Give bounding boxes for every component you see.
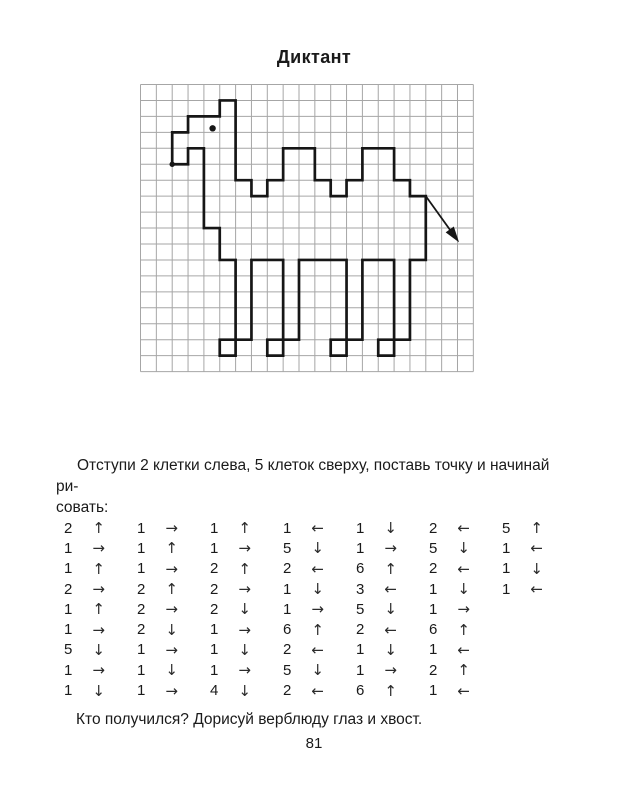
dictation-step xyxy=(502,579,543,599)
dictation-grid-figure xyxy=(136,80,478,376)
dictation-steps-table xyxy=(64,518,543,701)
step-arrow-icon: ↓ xyxy=(238,681,251,700)
step-arrow-icon: ← xyxy=(384,620,397,639)
step-arrow-icon: ← xyxy=(457,640,470,659)
dictation-step xyxy=(502,559,543,579)
dictation-step xyxy=(356,559,397,579)
step-arrow-icon: → xyxy=(238,620,251,639)
step-arrow-icon: ↓ xyxy=(311,580,324,599)
dictation-step xyxy=(64,619,105,639)
dictation-step xyxy=(429,538,470,558)
dictation-step xyxy=(137,538,178,558)
step-count: 2 xyxy=(429,519,438,537)
step-arrow-icon: ↑ xyxy=(384,681,397,700)
step-arrow-icon: ↑ xyxy=(530,519,543,538)
step-count: 2 xyxy=(210,580,219,598)
dictation-step xyxy=(137,599,178,619)
dictation-step xyxy=(429,579,470,599)
step-count: 1 xyxy=(502,580,511,598)
step-arrow-icon: ↓ xyxy=(384,519,397,538)
dictation-column xyxy=(502,518,543,701)
step-count: 4 xyxy=(210,682,219,700)
step-arrow-icon: ↓ xyxy=(92,640,105,659)
dictation-step xyxy=(429,559,470,579)
dictation-step xyxy=(283,538,324,558)
dictation-step xyxy=(64,680,105,700)
step-arrow-icon: → xyxy=(384,539,397,558)
dictation-step xyxy=(429,619,470,639)
dictation-step xyxy=(429,680,470,700)
step-count: 5 xyxy=(64,641,73,659)
dictation-step xyxy=(137,559,178,579)
dictation-step xyxy=(137,579,178,599)
step-count: 5 xyxy=(502,519,511,537)
step-count: 1 xyxy=(210,641,219,659)
step-count: 1 xyxy=(356,539,365,557)
step-count: 2 xyxy=(137,600,146,618)
dictation-step xyxy=(137,640,178,660)
step-arrow-icon: ← xyxy=(530,580,543,599)
step-count: 6 xyxy=(356,560,365,578)
dictation-step xyxy=(429,660,470,680)
camel-eye-dot xyxy=(209,125,215,131)
dictation-step xyxy=(356,518,397,538)
step-arrow-icon: ↑ xyxy=(238,559,251,578)
step-count: 3 xyxy=(356,580,365,598)
dictation-column xyxy=(429,518,470,701)
step-arrow-icon: → xyxy=(238,580,251,599)
step-count: 1 xyxy=(356,641,365,659)
step-arrow-icon: → xyxy=(165,681,178,700)
page-number: 81 xyxy=(305,735,323,752)
dictation-step xyxy=(283,579,324,599)
dictation-step xyxy=(283,660,324,680)
dictation-step xyxy=(210,579,251,599)
dictation-step xyxy=(356,599,397,619)
step-arrow-icon: → xyxy=(92,580,105,599)
step-count: 1 xyxy=(502,539,511,557)
step-arrow-icon: ↑ xyxy=(92,519,105,538)
step-arrow-icon: ↓ xyxy=(457,580,470,599)
step-count: 2 xyxy=(64,519,73,537)
dictation-step xyxy=(283,619,324,639)
step-count: 2 xyxy=(283,682,292,700)
step-count: 1 xyxy=(64,661,73,679)
dictation-step xyxy=(356,538,397,558)
step-arrow-icon: ↓ xyxy=(457,539,470,558)
step-count: 2 xyxy=(210,600,219,618)
dictation-step xyxy=(283,640,324,660)
dictation-step xyxy=(64,660,105,680)
step-arrow-icon: ↓ xyxy=(238,600,251,619)
dictation-step xyxy=(356,579,397,599)
step-arrow-icon: ← xyxy=(311,681,324,700)
step-count: 1 xyxy=(64,560,73,578)
step-count: 2 xyxy=(429,560,438,578)
step-arrow-icon: ↑ xyxy=(238,519,251,538)
dictation-step xyxy=(429,518,470,538)
dictation-step xyxy=(210,660,251,680)
dictation-step xyxy=(64,559,105,579)
closing-question: Кто получился? Дорисуй верблюду глаз и хвост. xyxy=(76,711,423,728)
dictation-step xyxy=(283,680,324,700)
step-count: 1 xyxy=(429,580,438,598)
dictation-column xyxy=(356,518,397,701)
instructions-line-2: совать: xyxy=(56,499,109,516)
step-arrow-icon: ← xyxy=(457,519,470,538)
step-count: 5 xyxy=(283,539,292,557)
dictation-step xyxy=(356,640,397,660)
dictation-step xyxy=(64,640,105,660)
step-count: 1 xyxy=(283,580,292,598)
dictation-step xyxy=(210,619,251,639)
dictation-step xyxy=(283,559,324,579)
dictation-step xyxy=(210,559,251,579)
step-count: 1 xyxy=(210,519,219,537)
dictation-step xyxy=(210,518,251,538)
step-count: 1 xyxy=(64,600,73,618)
step-arrow-icon: ↓ xyxy=(311,539,324,558)
step-arrow-icon: → xyxy=(238,539,251,558)
dictation-step xyxy=(137,680,178,700)
step-arrow-icon: ↓ xyxy=(530,559,543,578)
grid-lines xyxy=(141,84,474,371)
step-count: 6 xyxy=(429,621,438,639)
step-count: 1 xyxy=(429,600,438,618)
step-arrow-icon: ← xyxy=(311,640,324,659)
step-count: 6 xyxy=(283,621,292,639)
dictation-step xyxy=(356,680,397,700)
step-count: 1 xyxy=(137,560,146,578)
step-count: 2 xyxy=(283,641,292,659)
step-arrow-icon: ↑ xyxy=(165,539,178,558)
step-count: 1 xyxy=(137,641,146,659)
step-arrow-icon: ↑ xyxy=(92,600,105,619)
dictation-step xyxy=(210,599,251,619)
step-arrow-icon: ↑ xyxy=(384,559,397,578)
step-arrow-icon: ↑ xyxy=(165,580,178,599)
dictation-step xyxy=(64,538,105,558)
step-count: 2 xyxy=(429,661,438,679)
step-arrow-icon: ↓ xyxy=(384,640,397,659)
step-count: 1 xyxy=(64,539,73,557)
step-arrow-icon: ← xyxy=(457,681,470,700)
step-arrow-icon: → xyxy=(165,519,178,538)
step-arrow-icon: ← xyxy=(384,580,397,599)
step-arrow-icon: → xyxy=(457,600,470,619)
step-count: 1 xyxy=(210,539,219,557)
step-arrow-icon: → xyxy=(238,661,251,680)
dictation-step xyxy=(64,518,105,538)
step-arrow-icon: → xyxy=(384,661,397,680)
dictation-column xyxy=(210,518,251,701)
dictation-column xyxy=(283,518,324,701)
step-count: 1 xyxy=(283,600,292,618)
step-count: 5 xyxy=(429,539,438,557)
step-arrow-icon: ↓ xyxy=(311,661,324,680)
step-count: 1 xyxy=(210,661,219,679)
step-count: 5 xyxy=(356,600,365,618)
step-arrow-icon: ↓ xyxy=(92,681,105,700)
step-arrow-icon: ↑ xyxy=(92,559,105,578)
step-arrow-icon: ↓ xyxy=(165,620,178,639)
dictation-column xyxy=(64,518,105,701)
step-arrow-icon: ↓ xyxy=(238,640,251,659)
dictation-step xyxy=(502,538,543,558)
step-count: 1 xyxy=(137,539,146,557)
step-count: 2 xyxy=(137,621,146,639)
step-arrow-icon: → xyxy=(92,539,105,558)
step-arrow-icon: ↓ xyxy=(165,661,178,680)
step-count: 1 xyxy=(356,519,365,537)
step-count: 2 xyxy=(283,560,292,578)
dictation-step xyxy=(64,579,105,599)
step-arrow-icon: → xyxy=(92,661,105,680)
dictation-column xyxy=(137,518,178,701)
step-count: 5 xyxy=(283,661,292,679)
instructions-paragraph xyxy=(56,455,556,518)
dictation-step xyxy=(502,518,543,538)
step-arrow-icon: ← xyxy=(457,559,470,578)
step-arrow-icon: ↑ xyxy=(311,620,324,639)
step-count: 2 xyxy=(210,560,219,578)
step-arrow-icon: → xyxy=(165,640,178,659)
step-count: 1 xyxy=(64,621,73,639)
step-count: 2 xyxy=(356,621,365,639)
dictation-step xyxy=(210,680,251,700)
start-dot xyxy=(169,162,174,167)
dictation-step xyxy=(429,599,470,619)
step-arrow-icon: → xyxy=(165,600,178,619)
step-count: 1 xyxy=(502,560,511,578)
step-count: 1 xyxy=(137,682,146,700)
dictation-step xyxy=(137,660,178,680)
dictation-step xyxy=(283,518,324,538)
page-title: Диктант xyxy=(276,47,352,67)
step-arrow-icon: ← xyxy=(311,559,324,578)
step-arrow-icon: ↓ xyxy=(384,600,397,619)
step-arrow-icon: → xyxy=(165,559,178,578)
step-count: 1 xyxy=(429,682,438,700)
step-count: 1 xyxy=(429,641,438,659)
step-arrow-icon: ← xyxy=(530,539,543,558)
dictation-step xyxy=(137,619,178,639)
step-count: 2 xyxy=(64,580,73,598)
dictation-step xyxy=(429,640,470,660)
dictation-step xyxy=(283,599,324,619)
dictation-step xyxy=(210,640,251,660)
step-arrow-icon: ↑ xyxy=(457,661,470,680)
step-count: 1 xyxy=(356,661,365,679)
step-arrow-icon: ↑ xyxy=(457,620,470,639)
step-arrow-icon: ← xyxy=(311,519,324,538)
step-count: 1 xyxy=(137,519,146,537)
step-count: 6 xyxy=(356,682,365,700)
tail-line xyxy=(426,196,452,232)
instructions-line-1: Отступи 2 клетки слева, 5 клеток сверху, поставь точку и начинай ри- xyxy=(56,457,550,495)
step-count: 2 xyxy=(137,580,146,598)
step-count: 1 xyxy=(64,682,73,700)
step-arrow-icon: → xyxy=(92,620,105,639)
step-arrow-icon: → xyxy=(311,600,324,619)
step-count: 1 xyxy=(283,519,292,537)
dictation-step xyxy=(210,538,251,558)
dictation-step xyxy=(64,599,105,619)
dictation-step xyxy=(356,619,397,639)
dictation-step xyxy=(356,660,397,680)
step-count: 1 xyxy=(137,661,146,679)
step-count: 1 xyxy=(210,621,219,639)
dictation-step xyxy=(137,518,178,538)
